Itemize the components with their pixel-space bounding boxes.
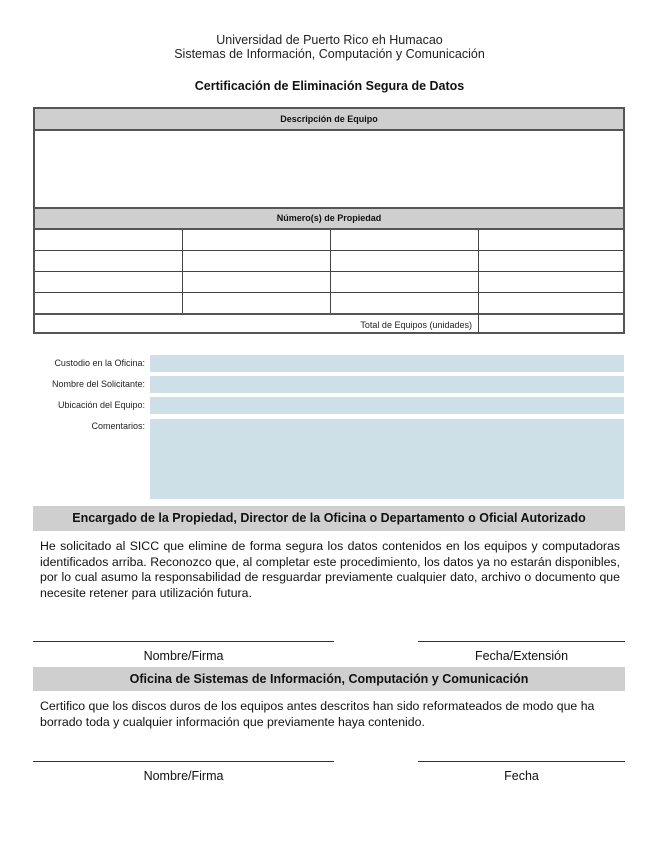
property-cell[interactable]: [35, 251, 182, 271]
requester-name-field[interactable]: [150, 376, 624, 393]
property-header: [35, 207, 623, 230]
owner-signature-line[interactable]: [33, 641, 334, 642]
property-cell[interactable]: [183, 251, 330, 271]
owner-signature-label: Nombre/Firma: [143, 649, 224, 663]
sicc-section-heading: Oficina de Sistemas de Información, Computación y Comunicación: [33, 667, 625, 691]
owner-date-line[interactable]: [418, 641, 625, 642]
equipment-location-field[interactable]: [150, 397, 624, 414]
owner-section-heading: Encargado de la Propiedad, Director de la Oficina o Departamento o Oficial Autorizado: [33, 506, 625, 531]
property-header-label: Número(s) de Propiedad: [276, 213, 382, 223]
sicc-signature-line[interactable]: [33, 761, 334, 762]
sicc-statement: Certifico que los discos duros de los equipos antes descritos han sido reformateados de modo que ha borrado toda y cualquier información que previamente haya contenido.: [40, 699, 595, 729]
sicc-signature-label: Nombre/Firma: [143, 769, 224, 783]
description-header-label: Descripción de Equipo: [280, 114, 378, 124]
requester-name-label: Nombre del Solicitante:: [51, 379, 145, 389]
owner-statement: He solicitado al SICC que elimine de forma segura los datos contenidos en los equipos y computadoras identificados arriba. Reconozco que, al completar este procedimiento, los datos ya no estarán disponibles, por lo cual asumo la responsabilidad de resguardar previamente cualquier dato, archivo o documento que necesite retener para utilización futura.: [40, 539, 620, 600]
description-input[interactable]: [35, 131, 623, 207]
custodian-label: Custodio en la Oficina:: [54, 358, 145, 368]
total-units-input[interactable]: [479, 315, 623, 332]
comments-field[interactable]: [150, 419, 624, 499]
property-cell[interactable]: [331, 230, 478, 250]
comments-label: Comentarios:: [91, 421, 145, 431]
property-cell[interactable]: [479, 272, 623, 292]
property-cell[interactable]: [331, 251, 478, 271]
institution-name: Universidad de Puerto Rico eh Humacao: [216, 33, 443, 47]
custodian-field[interactable]: [150, 355, 624, 372]
property-cell[interactable]: [479, 293, 623, 313]
department-name: Sistemas de Información, Computación y Comunicación: [174, 47, 485, 61]
property-cell[interactable]: [35, 230, 182, 250]
description-header: [35, 107, 623, 131]
property-cell[interactable]: [35, 272, 182, 292]
sicc-date-label: Fecha: [504, 769, 539, 783]
equipment-table: [33, 107, 625, 334]
sicc-date-line[interactable]: [418, 761, 625, 762]
total-units-label: Total de Equipos (unidades): [360, 320, 472, 330]
property-cell[interactable]: [183, 230, 330, 250]
property-cell[interactable]: [479, 251, 623, 271]
owner-date-label: Fecha/Extensión: [474, 649, 569, 663]
property-cell[interactable]: [331, 293, 478, 313]
property-cell[interactable]: [183, 272, 330, 292]
property-cell[interactable]: [331, 272, 478, 292]
property-cell[interactable]: [35, 293, 182, 313]
property-cell[interactable]: [479, 230, 623, 250]
equipment-location-label: Ubicación del Equipo:: [57, 400, 145, 410]
property-cell[interactable]: [183, 293, 330, 313]
page-title: Certificación de Eliminación Segura de Datos: [194, 79, 465, 93]
